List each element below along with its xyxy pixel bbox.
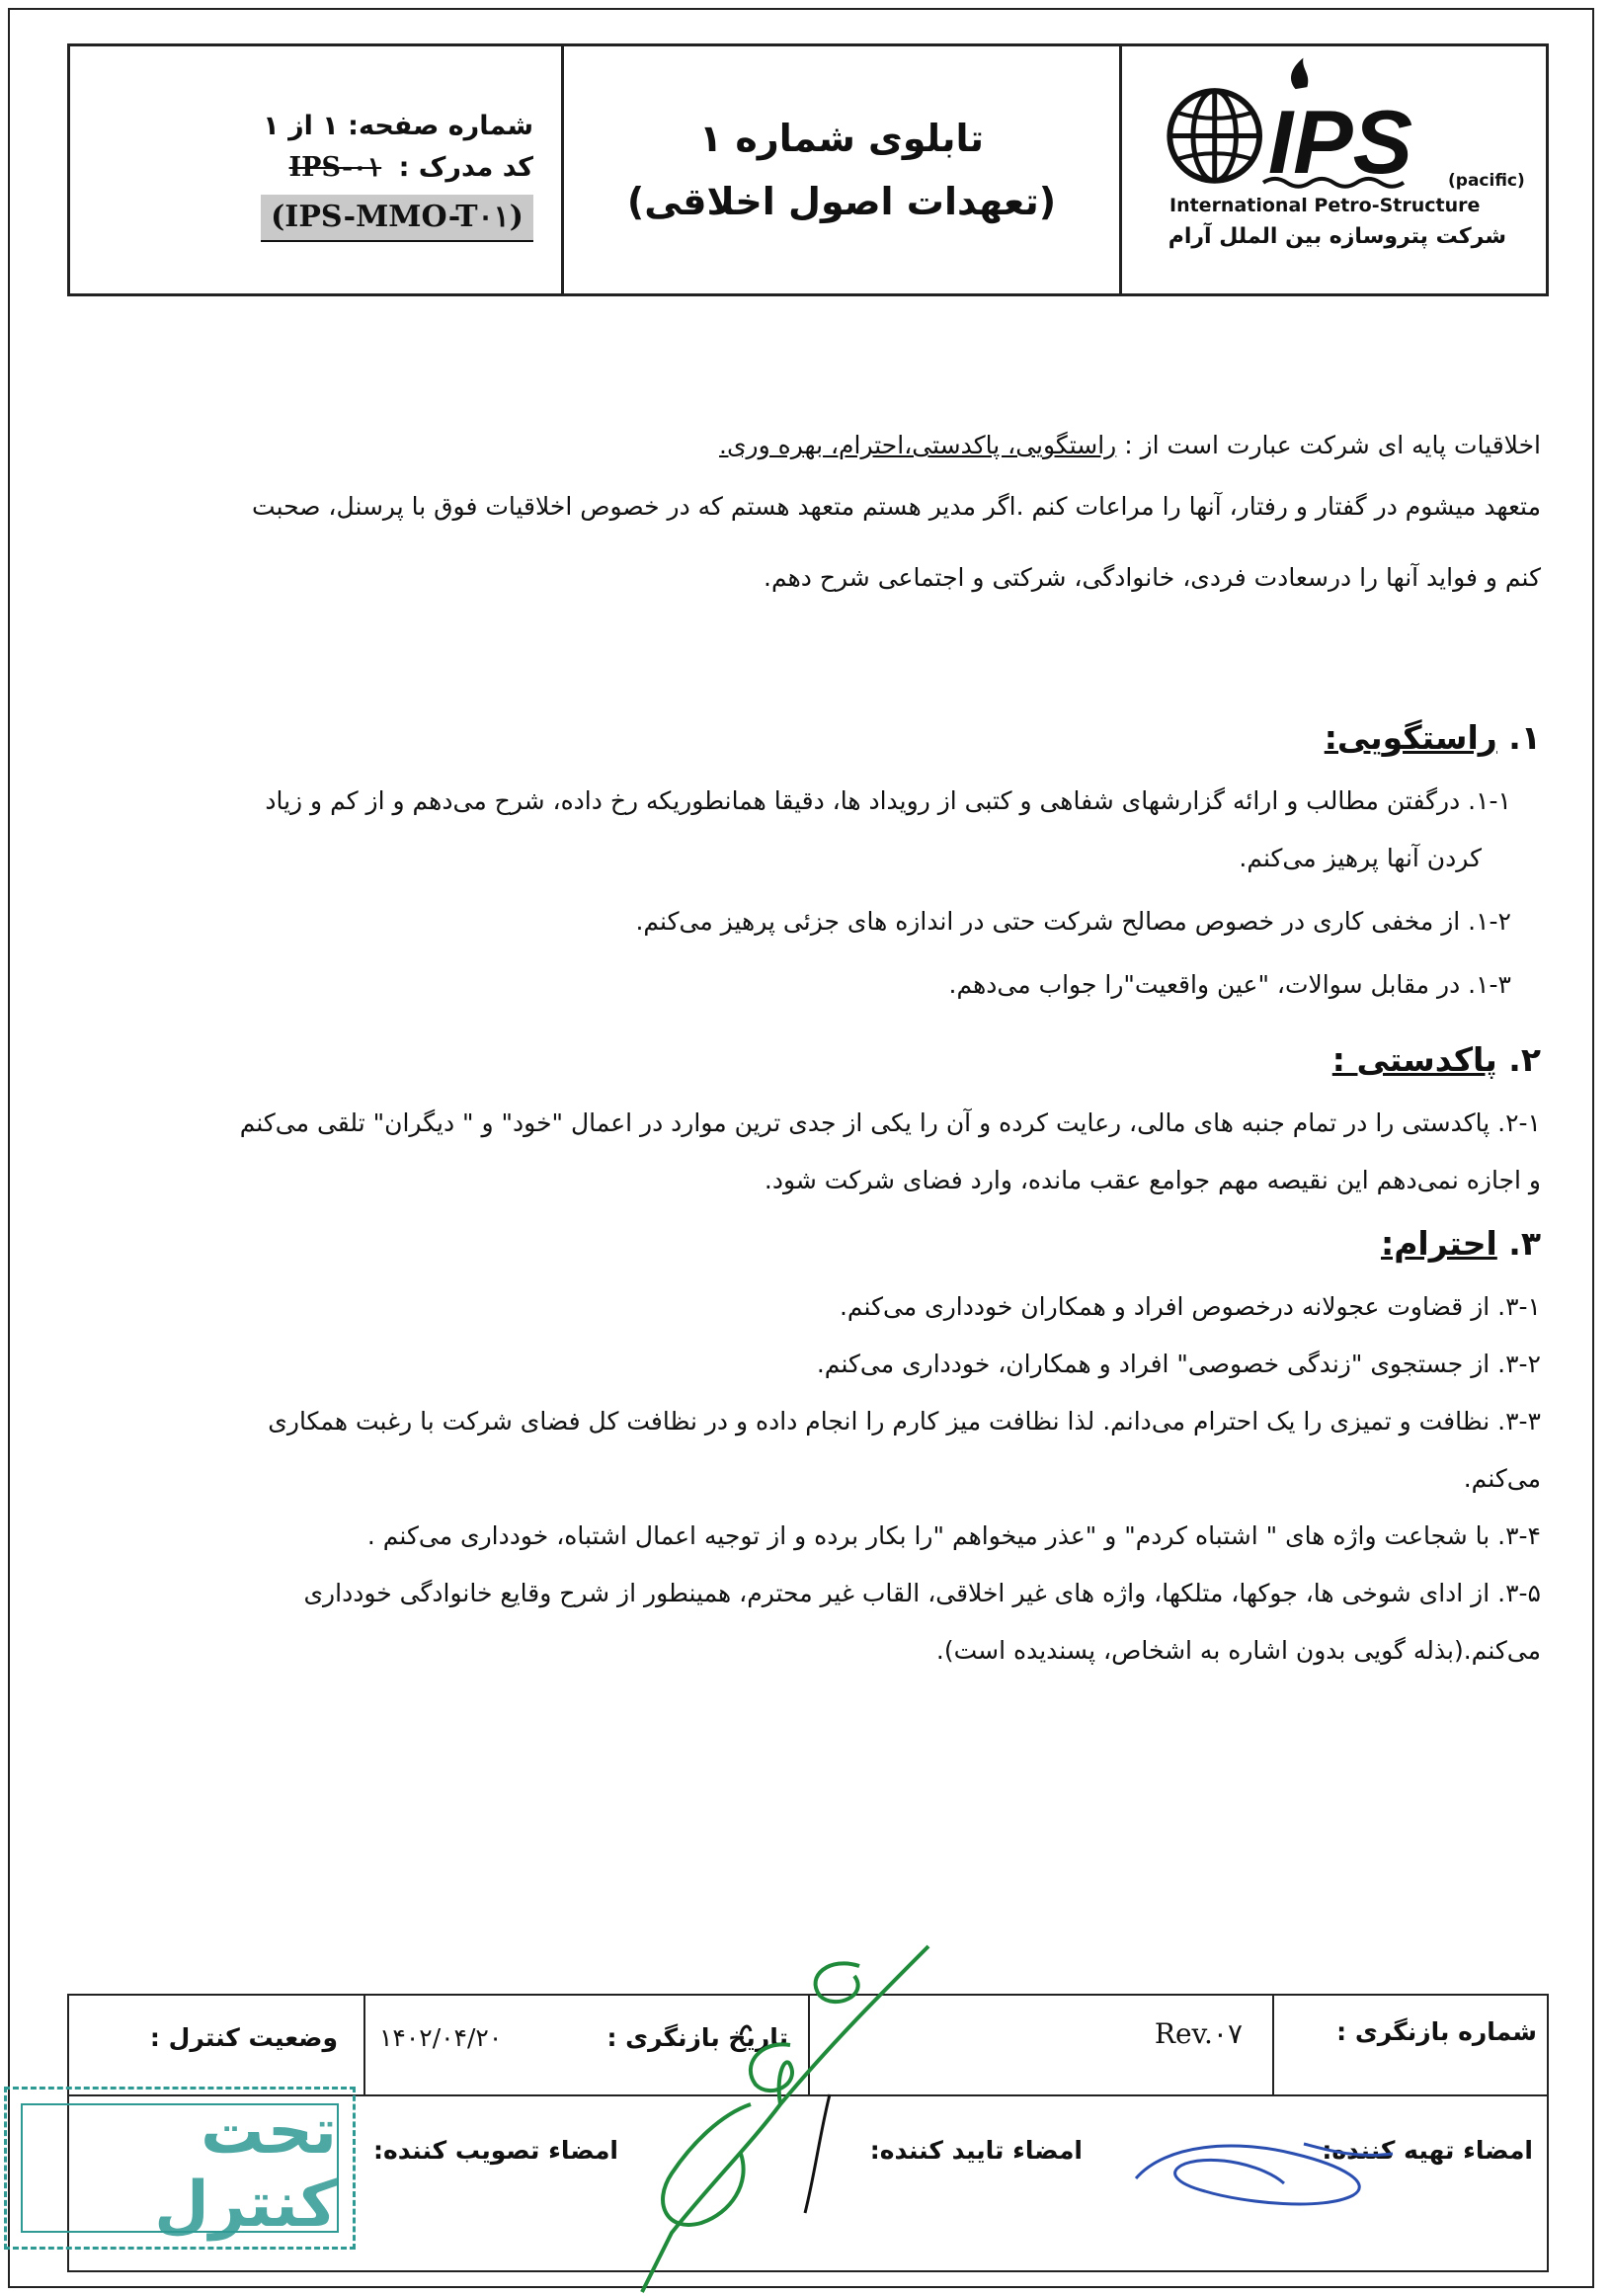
intro-line: کنم و فواید آنها را درسعادت فردی، خانوادگی، شرکتی و اجتماعی شرح دهم. [764, 563, 1541, 592]
page-subtitle: (تعهدات اصول اخلاقی) [626, 180, 1057, 223]
stamp-text: تحت کنترل [154, 2094, 337, 2242]
document-code-row [261, 147, 533, 189]
section-item: ۱-۱. درگفتن مطالب و ارائه گزارشهای شفاهی و کتبی از رویداد ها، دقیقا همانطوریکه رخ داده، شرح می‌دهم و از کم و زیاد [265, 786, 1511, 815]
control-stamp [4, 2087, 356, 2250]
page-number: شماره صفحه: ۱ از ۱ [263, 111, 533, 141]
section-item: ۳-۱. از قضاوت عجولانه درخصوص افراد و همکاران خودداری می‌کنم. [839, 1292, 1541, 1321]
approved-by-label: امضاء تصویب کننده: [373, 2136, 618, 2165]
document-header [67, 43, 1549, 296]
logo-company-english: International Petro-Structure [1169, 195, 1481, 216]
section-title: ۲. پاکدستی : [1331, 1040, 1541, 1079]
approver-signature [632, 1936, 1007, 2296]
revision-number-value: Rev.۰۷ [1154, 2017, 1243, 2050]
title-cell [564, 46, 1122, 293]
section-honesty [59, 703, 1541, 1014]
section-item: می‌کنم.(بذله گویی بدون اشاره به اشخاص، پسندیده است). [935, 1636, 1541, 1665]
document-meta-cell [70, 46, 564, 293]
intro-line [59, 415, 1541, 476]
logo-cell [1122, 46, 1546, 293]
section-item: و اجازه نمی‌دهم این نقیصه مهم جوامع عقب مانده، وارد فضای شرکت شود. [764, 1166, 1541, 1194]
section-item: ۳-۴. با شجاعت واژه های " اشتباه کردم" و "عذر میخواهم "را بکار برده و از توجیه اعمال اشتباه، خودداری می‌کنم . [366, 1521, 1541, 1550]
page-title: تابلوی شماره ۱ [698, 117, 985, 160]
section-title: ۳. احترام: [1381, 1224, 1541, 1263]
flame-icon [1291, 58, 1308, 90]
document-code-label: کد مدرک : [398, 152, 533, 183]
verified-by-label: امضاء تایید کننده: [869, 2136, 1083, 2165]
section-item: ۳-۳. نظافت و تمیزی را یک احترام می‌دانم. لذا نظافت میز کارم را انجام داده و در نظافت کل فضای شرکت با رغبت همکاری [268, 1407, 1541, 1435]
section-respect [59, 1209, 1541, 1680]
logo-company-persian: شرکت پتروسازه بین الملل آرام [1168, 224, 1506, 249]
globe-icon [1169, 91, 1259, 181]
section-item: کردن آنها پرهیز می‌کنم. [1239, 844, 1482, 872]
document-body [59, 415, 1541, 1680]
section-item: ۲-۱. پاکدستی را در تمام جنبه های مالی، رعایت کرده و آن را یکی از جدی ترین موارد در اعمال "خود" و " دیگران" تلقی می‌کنم [239, 1108, 1541, 1137]
document-meta [261, 106, 533, 242]
section-item: ۳-۵. از ادای شوخی ها، جوکها، متلکها، واژه های غیر اخلاقی، القاب غیر محترم، همینطور از شرح وقایع خانوادگی خودداری [303, 1579, 1541, 1607]
section-item: ۳-۲. از جستجوی "زندگی خصوصی" افراد و همکاران، خودداری می‌کنم. [816, 1350, 1541, 1378]
revision-number-label: شماره بازنگری : [1336, 2017, 1537, 2046]
preparer-signature [1126, 2124, 1403, 2213]
intro-core-values: راستگویی، پاکدستی،احترام، بهره وری. [719, 431, 1117, 459]
intro-line-prefix: اخلاقیات پایه ای شرکت عبارت است از : [1116, 431, 1541, 459]
document-code-new-row [261, 189, 533, 242]
company-logo [1122, 46, 1546, 293]
control-status-label: وضعیت کنترل : [149, 2023, 338, 2052]
document-code-new: (IPS-MMO-T۰۱) [261, 195, 533, 242]
control-status-cell [69, 1996, 365, 2094]
intro-paragraph [59, 415, 1541, 609]
logo-pacific: (pacific) [1448, 171, 1525, 191]
section-item: می‌کنم. [1463, 1464, 1541, 1493]
section-item: ۱-۲. از مخفی کاری در خصوص مصالح شرکت حتی در اندازه های جزئی پرهیز می‌کنم. [635, 907, 1511, 936]
intro-line: متعهد میشوم در گفتار و رفتار، آنها را مراعات کنم .اگر مدیر هستم متعهد هستم که در خصوص اخلاقیات فوق با پرسنل، صحبت [252, 492, 1541, 521]
prepared-by-label: امضاء تهیه کننده: [1322, 2136, 1533, 2165]
revision-date-label: تاریخ بازنگری : [606, 2023, 788, 2052]
section-title: ۱. راستگویی: [1324, 718, 1541, 757]
revision-number-cell [1274, 1996, 1551, 2094]
logo-brand: IPS [1267, 92, 1413, 193]
section-item: ۱-۳. در مقابل سوالات، "عین واقعیت"را جواب می‌دهم. [948, 970, 1511, 999]
section-integrity [59, 1025, 1541, 1209]
revision-date-value: ۱۴۰۲/۰۴/۲۰ [379, 2023, 503, 2052]
document-code-old: IPS-۰۱ [288, 152, 382, 183]
